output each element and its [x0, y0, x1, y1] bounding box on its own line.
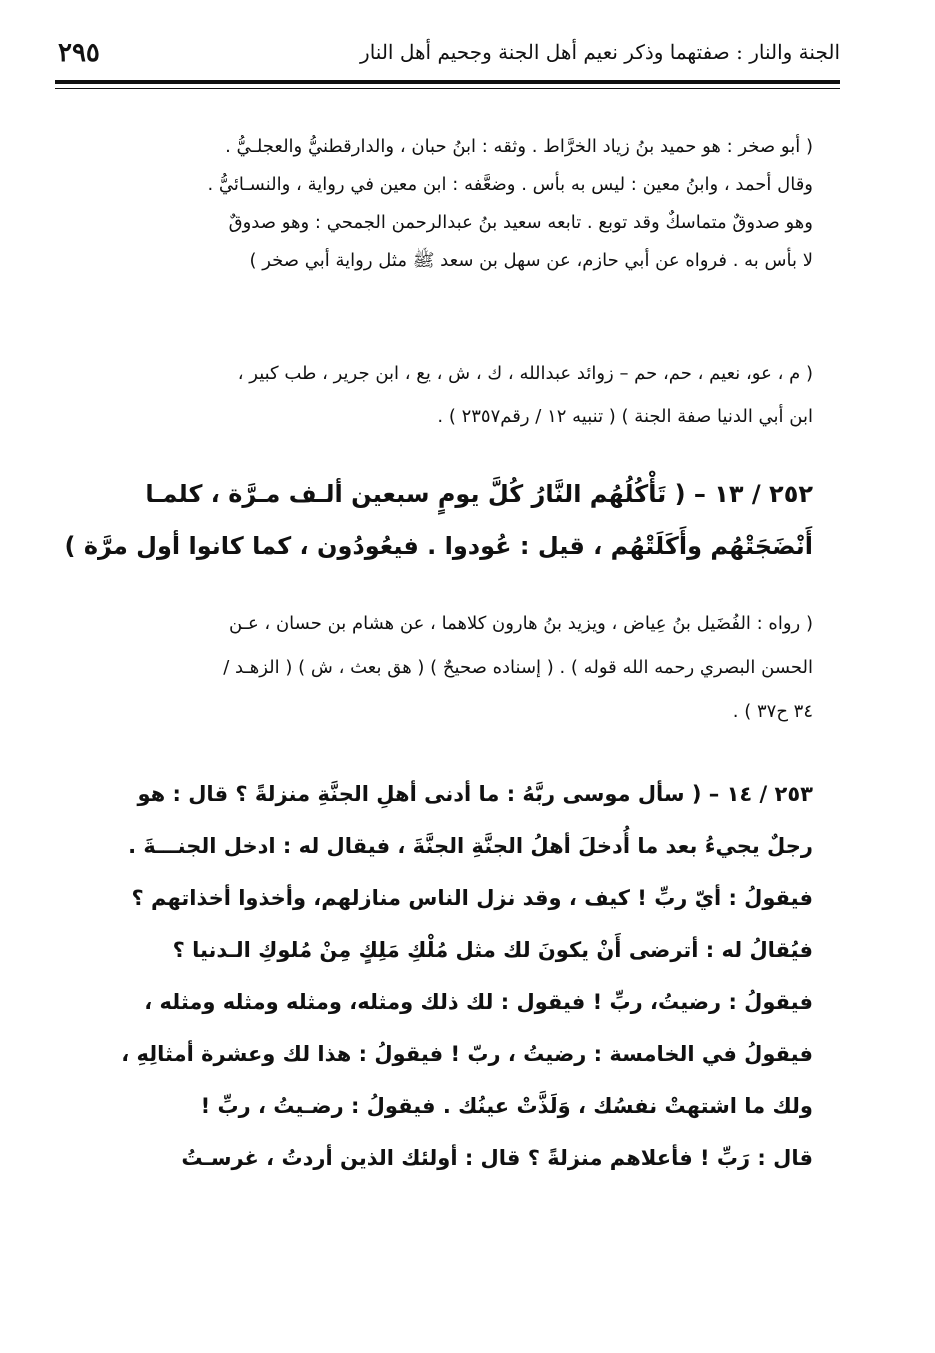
text-line: ( أبو صخر : هو حميد بنُ زياد الخرَّاط . وثقه : ابنُ حبان ، والدارقطنيُّ والعجلـيُّ .: [225, 136, 813, 157]
text-line: ٢٥٢ / ١٣ – ( تَأْكُلُهُم النَّارُ كُلَّ يومٍ سبعين ألـف مـرَّة ، كلمـا: [145, 480, 813, 508]
chapter-title: الجنة والنار : صفتهما وذكر نعيم أهل الجنة وجحيم أهل النار: [360, 40, 840, 64]
header-rule-thick: [55, 80, 840, 84]
text-line: فيُقالُ له : أترضى أَنْ يكونَ لك مثل مُلْكِ مَلِكٍ مِنْ مُلوكِ الـدنيا ؟: [172, 938, 813, 962]
hadith-252-note: [60, 602, 813, 734]
text-line: الحسن البصري رحمه الله قوله ) . ( إسناده صحيحٌ ) ( هق بعث ، ش ) ( الزهـد /: [223, 657, 813, 678]
page-number: ٢٩٥: [58, 38, 100, 68]
text-line: لا بأس به . فرواه عن أبي حازم، عن سهل بن سعد ﷺ مثل رواية أبي صخر ): [249, 250, 813, 271]
text-line: ابن أبي الدنيا صفة الجنة ) ( تنبيه ١٢ / رقم٢٣٥٧ ) .: [437, 406, 813, 427]
running-header: [58, 38, 840, 78]
hadith-253: [60, 768, 813, 1184]
text-line: رجلٌ يجيءُ بعد ما أُدخلَ أهلُ الجنَّةِ الجنَّةَ ، فيقال له : ادخل الجنـــةَ .: [128, 834, 813, 858]
text-line: ٣٤ ح٣٧ ) .: [732, 701, 813, 722]
text-line: فيقولُ : أيّ ربِّ ! كيف ، وقد نزل الناس منازلهم، وأخذوا أخذاتهم ؟: [131, 886, 813, 910]
text-line: ٢٥٣ / ١٤ – ( سأل موسى ربَّهُ : ما أدنى أهلِ الجنَّةِ منزلةً ؟ قال : هو: [137, 782, 813, 806]
text-line: فيقولُ في الخامسة : رضيتُ ، ربّ ! فيقولُ : هذا لك وعشرة أمثالِهِ ،: [121, 1042, 813, 1066]
text-line: أَنْضَجَتْهُم وأَكَلَتْهُم ، قيل : عُودوا . فيعُودُون ، كما كانوا أول مرَّة ): [64, 532, 813, 560]
hadith-252: [60, 468, 813, 572]
sources-note: [60, 352, 813, 438]
text-line: وهو صدوقٌ متماسكٌ وقد توبع . تابعه سعيد بنُ عبدالرحمن الجمحي : وهو صدوقٌ: [228, 212, 813, 233]
text-line: ( م ، عو، نعيم ، حم، حم – زوائد عبدالله ، ك ، ش ، يع ، ابن جرير ، طب كبير ،: [237, 363, 813, 384]
header-rule-thin: [55, 88, 840, 89]
text-line: وقال أحمد ، وابنُ معين : ليس به بأس . وضعَّفه : ابن معين في رواية ، والنسـائيُّ .: [207, 174, 813, 195]
narrator-note: [60, 128, 813, 280]
text-line: ( رواه : الفُضَيل بنُ عِياض ، ويزيد بنُ هارون كلاهما ، عن هشام بن حسان ، عـن: [228, 613, 813, 634]
text-line: فيقولُ : رضيتُ، ربِّ ! فيقول : لك ذلك ومثله، ومثله ومثله ومثله ،: [144, 990, 813, 1014]
text-line: ولك ما اشتهتْ نفسُك ، وَلَذَّتْ عينُك . فيقولُ : رضـيتُ ، ربِّ !: [200, 1094, 813, 1118]
text-line: قال : رَبِّ ! فأعلاهم منزلةً ؟ قال : أولئك الذين أردتُ ، غرسـتُ: [181, 1146, 813, 1170]
